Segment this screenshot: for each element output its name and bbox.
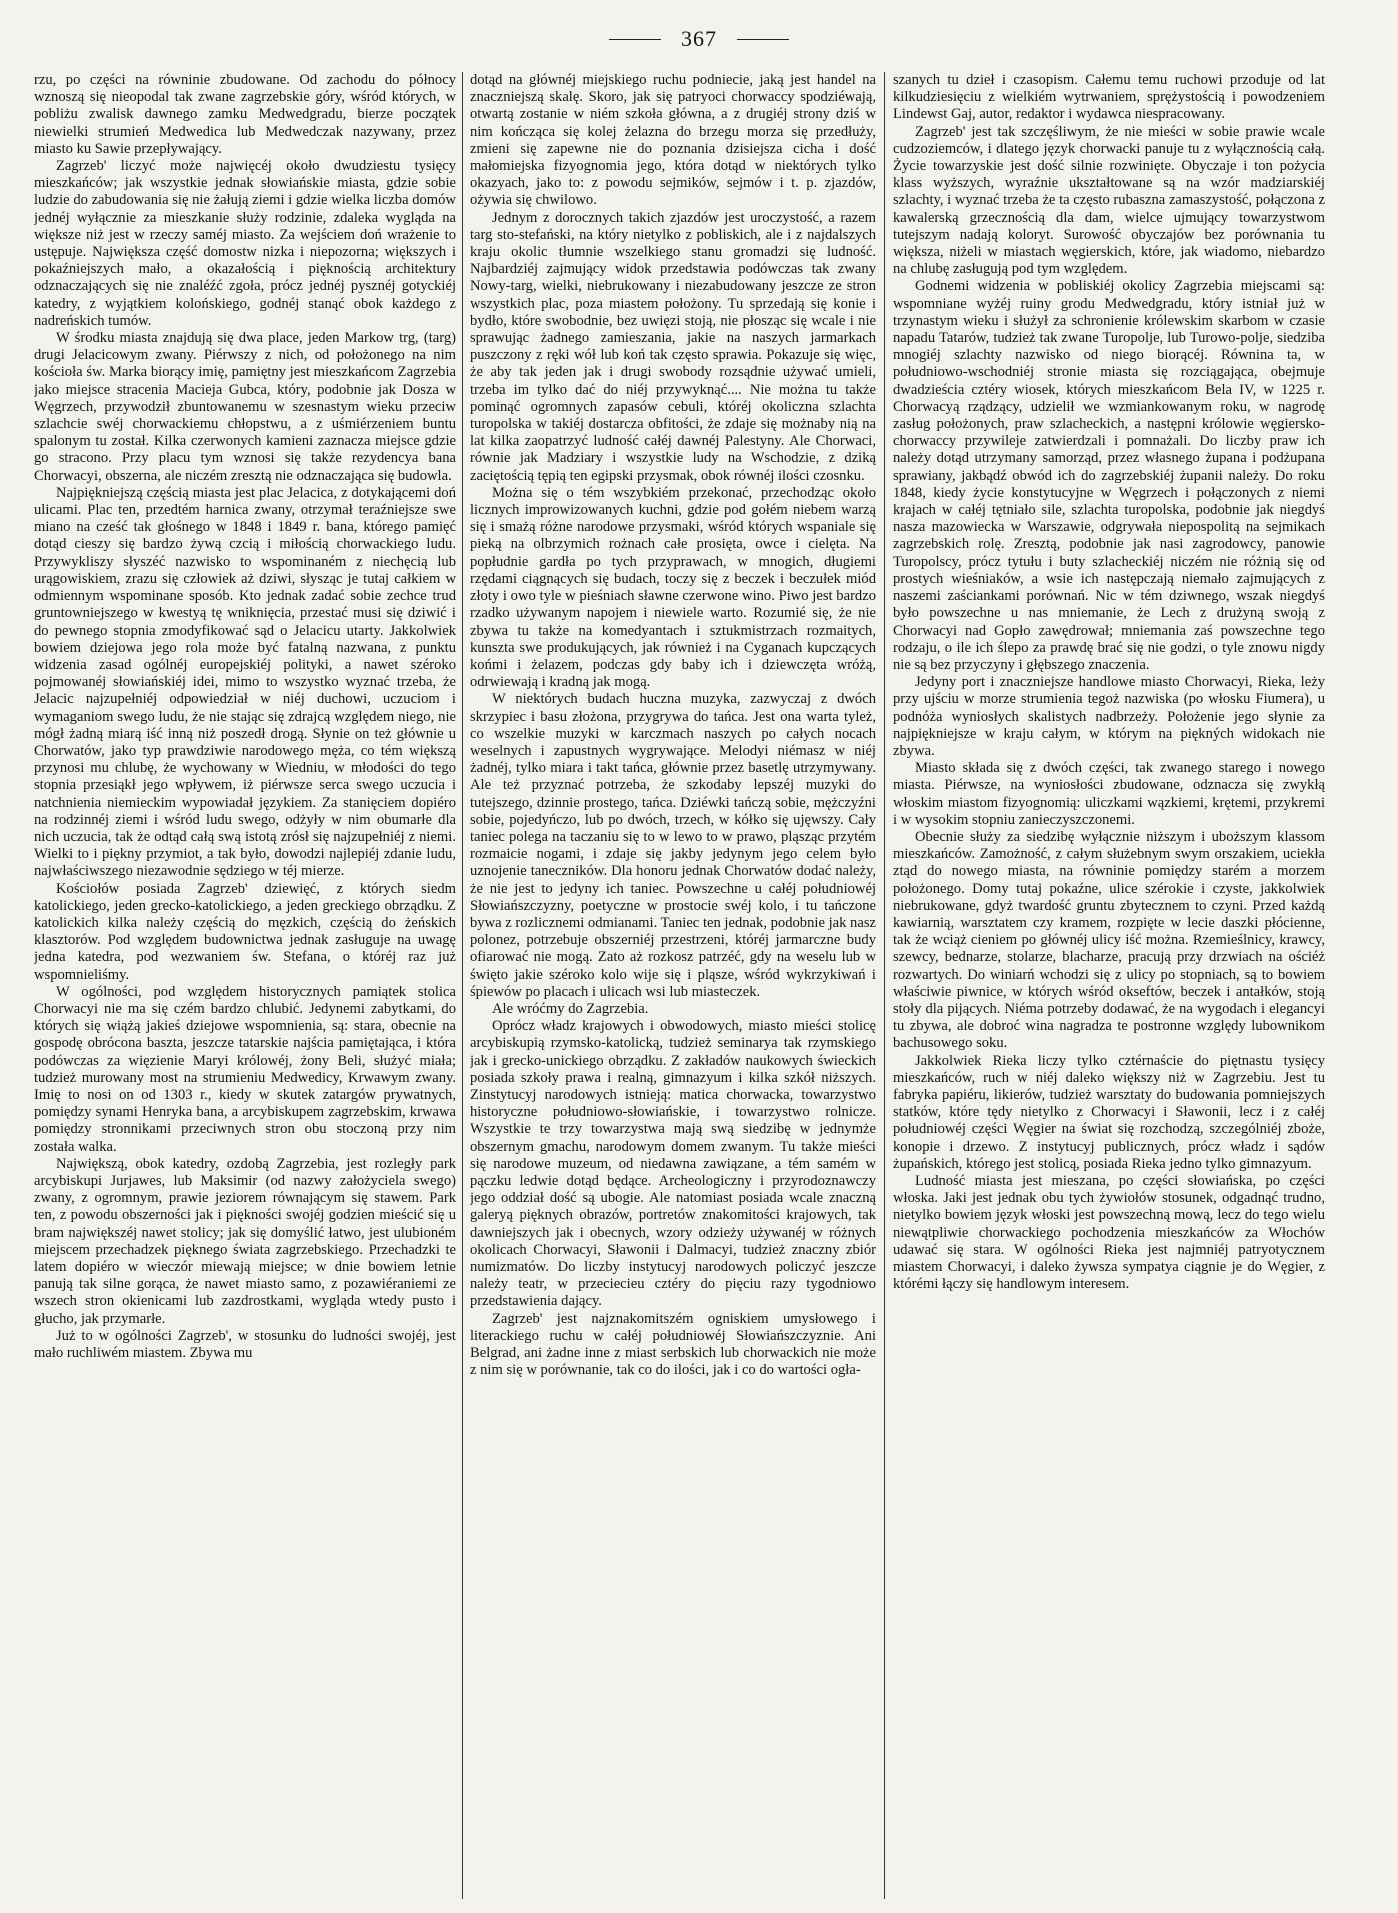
paragraph: Oprócz władz krajowych i obwodowych, miasto mieści stolicę arcybiskupią rzymsko-katolicką, tudzież seminarya tak rzymskiego jak i grecko-unickiego obrządku. Z zakładów naukowych świeckich posiada szkoły prawa i realną, gimnazyum i kilka szkół niższych. Zinstytucyj narodowych istnieją: matica chorwacka, towarzystwo historyczne południowo-słowiańskie, i towarzystwo rolnicze. Wszystkie te trzy towarzystwa mają swą siedzibę w jednymże obszernym gmachu, narodowym domem zwanym. Tu także mieści się narodowe muzeum, od niedawna zawiązane, a tém samém w pączku ledwie dotąd będące. Archeologiczny i przyrodoznawczy jego oddział dość są ubogie. Ale natomiast posiada wcale znaczną galeryą pięknych obrazów, portretów znakomitości krajowych, tak dawniejszych jak i obecnych, wzory odzieży używanéj w różnych okolicach Chorwacyi, Sławonii i Dalmacyi, tudzież znaczny zbiór numizmatów. Do liczby instytucyj narodowych policzyć jeszcze należy teatr, w przeciecieu cztéry do pięciu razy tygodniowo przedstawienia dający. [470,1018,876,1310]
paragraph: Jakkolwiek Rieka liczy tylko cztérnaście do piętnastu tysięcy mieszkańców, ruch w niéj daleko większy niż w Zagrzebiu. Jest tu fabryka papiéru, likierów, tudzież warsztaty do budowania pomniejszych statków, które tędy nietylko z Chorwacyi i Sławonii, lecz i z całéj południowéj części Węgier na świat się rozchodzą, szczególniéj zboże, konopie i drzewo. Z instytucyj publicznych, prócz władz i sądów żupańskich, którego jest stolicą, posiada Rieka jedno tylko gimnazyum. [893,1052,1325,1172]
paragraph: W ogólności, pod względem historycznych pamiątek stolica Chorwacyi nie ma się czém bardzo chlubić. Jedynemi zabytkami, do których się wiążą jakieś dziejowe wspomnienia, są: stara, obecnie na gospodę obrócona baszta, jeszcze tatarskie najścia pamiętająca, i która podówczas za więzienie Maryi królowéj, żony Beli, służyć miała; tudzież murowany most na strumieniu Medwedicy, Krwawym zwany. Imię to nosi on od 1303 r., kiedy w skutek zatargów prywatnych, pomiędzy synami Henryka bana, a arcybiskupem zagrzebskim, krwawa pomiędzy stronnikami przeciwnych stron obu stoczoną przy nim została walka. [34,983,456,1155]
paragraph: W niektórych budach huczna muzyka, zazwyczaj z dwóch skrzypiec i basu złożona, przygrywa do tańca. Jest ona warta tyleż, co wszelkie muzyki w karczmach naszych po całych nocach weselnych i zapustnych wygrywające. Melodyi niémasz w niéj żadnéj, tylko miara i takt tańca, głównie przez basetlę utrzymywany. Ale też przyznać potrzeba, że szkodaby lepszéj muzyki do tutejszego, dzinnie prostego, tańca. Dziéwki tańczą sobie, mężczyźni sobie, pojedyńczo, lub po dwóch, trzech, w kółko się ujęwszy. Cały taniec polega na taczaniu się to w lewo to w prawo, pląsząc przytém rozmaicie nogami, i zdaje się jakby jedynym jego celem było uznojenie taneczników. Dla honoru jednak Chorwatów dodać należy, że nie jest to jedyny ich taniec. Powszechne u całéj południowéj Słowiańszczyzny, poetyczne w prostocie swéj kolo, i tu tańczone bywa z rozlicznemi odmianami. Taniec ten jednak, podobnie jak nasz polonez, potrzebuje obszerniéj przestrzeni, któréj jarmarczne budy ofiarować nie mogą. Zato aż rozkosz patrzéć, gdy na weselu lub w święto jakie széroko kolo wije się i pląsze, wśród wykrzykiwań i śpiewów po placach i ulicach wsi lub miasteczek. [470,691,876,1000]
paragraph: dotąd na głównéj miejskiego ruchu podniecie, jaką jest handel na znaczniejszą skalę. Skoro, jak się patryoci chorwaccy spodziéwają, otwartą zostanie w niém szkoła główna, a z drugiéj strony dziś w nim kończąca się kolej żelazna do brzegu morza się przedłuży, zmieni się zapewne nie do poznania dzisiejsza cicha i dość małomiejska fizyognomia jego, która dotąd w niektórych tylko okazyach, jako to: z powodu sejmików, sejmów i t. p. zjazdów, ożywia się chwilowo. [470,72,876,209]
paragraph: Godnemi widzenia w pobliskiéj okolicy Zagrzebia miejscami są: wspomniane wyżéj ruiny grodu Medwedgradu, który istniał już w trzynastym wieku i służył za schronienie królewskim skarbom w czasie napadu Tatarów, tudzież tak zwane Turopolje, lub Turowo-polje, siedziba mnogiéj szlachty nazwisko od niego biorącéj. Równina ta, w południowo-wschodniéj stronie miasta się rozciągająca, obejmuje dwadzieścia cztéry wiosek, których mieszkańcom Bela IV, w 1225 r. Chorwacyą rządzący, udzielił we wzmiankowanym roku, w nagrodę zasług położonych, praw szlacheckich, a następni królowie węgiersko-chorwaccy przywileje zatwierdzali i pomnażali. Do liczby praw ich należy dotąd utrzymany samorząd, przez własnego żupana i podżupana sprawiany, jakbądź obwód ich do zagrzebskiéj żupanii należy. Do roku 1848, kiedy życie konstytucyjne w Węgrzech i połączonych z niemi krajach w całéj tętniało sile, szlachta turopolska, podobnie jak niegdyś nasza mazowiecka w Warszawie, odgrywała niepospolitą na sejmikach zagrzebskich rolę. Zresztą, podobnie jak nasi zagrodowcy, panowie Turopolscy, prócz tytułu i buty szlacheckiéj niczém nie różnią się od prostych wieśniaków, a wsie ich następczają niemało zajmujących z naszemi zaściankami porównań. Nic w tém dziwnego, wszak niegdyś było powszechne u nas mniemanie, że Lech z drużyną swoją z Chorwacyi nad Gopło zawędrował; mniemania zaś powszechne tego rodzaju, o ile ich ślepo za prawdę brać się nie godzi, o tyle znowu nigdy nie są bez przyczyny i głębszego znaczenia. [893,278,1325,673]
header-rule-right [737,39,789,40]
text-column-3 [893,72,1325,1899]
paragraph: Można się o tém wszybkiém przekonać, przechodząc około licznych improwizowanych kuchni, gdzie pod gołém niebem warzą się i smażą różne narodowe przysmaki, wśród których wspaniale się pieką na olbrzymich rożnach całe prosięta, owce i cielęta. Na popłudnie gardła po tych przyprawach, w mnogich, długiemi rzędami ciągnących się budach, toczy się z beczek i beczułek miód złoty i owo tyle w pieśniach sławne czerwone wino. Piwo jest bardzo rzadko używanym napojem i niewiele warto. Rozumié się, że nie zbywa tu także na komedyantach i sztukmistrzach rozmaitych, kunszta swe produkujących, jak również i na Cyganach kupczących końmi i żelazem, podczas gdy baby ich i dziewczęta wróżą, odrwiewają i kradną jak mogą. [470,484,876,691]
paragraph: Miasto składa się z dwóch części, tak zwanego starego i nowego miasta. Piérwsze, na wyniosłości zbudowane, odznacza się zwykłą włoskim miastom fizyognomią: uliczkami wązkiemi, krętemi, przykremi i w wysokim stopniu zanieczyszczonemi. [893,760,1325,828]
paragraph: Zagrzeb' jest najznakomitszém ogniskiem umysłowego i literackiego ruchu w całéj południowéj Słowiańszczyznie. Ani Belgrad, ani żadne inne z miast serbskich lub chorwackich nie może z nim się w porównanie, tak co do ilości, jak i co do wartości ogła- [470,1310,876,1379]
column-divider [462,72,463,1899]
paragraph: Ale wróćmy do Zagrzebia. [492,1000,649,1017]
paragraph: Zagrzeb' jest tak szczęśliwym, że nie mieści w sobie prawie wcale cudzoziemców, i dlatego język chorwacki panuje tu z wyłącznością całą. Życie towarzyskie jest dość silnie rozwinięte. Obyczaje i ton pożycia klass wyższych, wyraźnie ukształtowane są na wzór madziarskiéj szlachty, i wyznać trzeba że ta często rubaszna zamaszystość, połączona z kawalerską grzecznością dla dam, wielce ujmujący towarzystwom tutejszym nadają koloryt. Surowość obyczajów bez porównania tu większa, niżeli w miastach węgierskich, które, jak wiadomo, niebardzo na chlubę zasługują pod tym względem. [893,123,1325,278]
paragraph: Ludność miasta jest mieszana, po części słowiańska, po części włoska. Jaki jest jednak obu tych żywiołów stosunek, odgadnąć trudno, nietylko bowiem język włoski jest powszechną mową, lecz do tego wielu niewątpliwie chorwackiego pochodzenia mieszkańców za Włochów udawać się stara. W ogólności Rieka jest najmniéj patryotycznem miastem Chorwacyi, i daleko żywsza sympatya ciągnie je do Węgier, z którémi łączy się handlowym interesem. [893,1173,1325,1293]
text-column-1 [34,72,456,1899]
text-column-2 [470,72,876,1899]
paragraph: Kościołów posiada Zagrzeb' dziewięć, z których siedm katolickiego, jeden grecko-katolickiego, a jeden greckiego obrządku. Z katolickich kilka należy częścią do męzkich, częścią do żeńskich klasztorów. Pod względem budownictwa jednak zasługuje na uwagę jedna katedra, pod wezwaniem św. Stefana, o któréj raz już wspomnieliśmy. [34,880,456,983]
paragraph: Jedyny port i znaczniejsze handlowe miasto Chorwacyi, Rieka, leży przy ujściu w morze strumienia tegoż nazwiska (po włosku Fiumera), u podnóża wyniosłych skalistych nadbrzeży. Położenie jego słynie za najpiękniejsze w kraju całym, w którym na piękných widokach nie zbywa. [893,674,1325,759]
paragraph: Już to w ogólności Zagrzeb', w stosunku do ludności swojéj, jest mało ruchliwém miastem. Zbywa mu [34,1327,456,1362]
page-header [0,26,1398,52]
page-number: 367 [681,26,717,51]
paragraph: rzu, po części na równinie zbudowane. Od zachodu do północy wznoszą się nieopodal tak zwane zagrzebskie góry, wśród których, w pobliżu zwalisk dawnego zamku Medwedgradu, bierze początek niewielki strumień Medwedica lub Medwedczak nazywany, przez miasto ku Sawie przepływający. [34,72,456,157]
header-rule-left [609,39,661,40]
paragraph: Największą, obok katedry, ozdobą Zagrzebia, jest rozległy park arcybiskupi Jurjawes, lub Maksimir (od nazwy założyciela swego) zwany, z ogromnym, prawie jeziorem równającym się stawem. Park ten, z powodu obszerności jak i piękności swojéj godzien mieścić się u bram największéj nawet stolicy; jak się domyślić łatwo, jest ulubioném miejscem przechadzek pięknego świata zagrzebskiego. Przechadzki te latem dopiéro w wieczór miewają miejsce; w dnie bowiem letnie panują tak silne gorąca, że nawet miasto samo, z pozawiéraniemi ze wszech stron okienicami lub zazdrostkami, wygląda wtedy pusto i głucho, jak przymarłe. [34,1155,456,1327]
paragraph: Zagrzeb' liczyć może najwięcéj około dwudziestu tysięcy mieszkańców; jak wszystkie jednak słowiańskie miasta, gdzie sobie ludzie do zabudowania się nie żałują ziemi i gdzie wielka liczba domów jednéj wyłącznie za mieszkanie służy rodzinie, zdaleka wygląda na większe niż jest w rzeczy saméj miasto. Za wejściem doń wrażenie to ustępuje. Największa część domostw nizka i niepozorna; większych i pokaźniejszych mało, a okazałością i pięknością architektury odznaczających się nie znaléźć zgoła, prócz jednéj pysznéj gotyckiéj katedry, z wyjątkiem kolońskiego, godnéj stanąć obok każdego z nadreńskich tumów. [34,158,456,329]
paragraph: Jednym z dorocznych takich zjazdów jest uroczystość, a razem targ sto-stefański, na który nietylko z pobliskich, ale i z najdalszych kraju okolic tłumnie wszelkiego stanu gromadzi się ludność. Najbardziéj zajmujący widok przedstawia podówczas tak zwany Nowy-targ, wielki, niebrukowany i niezabudowany jeszcze ze stron wszystkich plac, poza miastem położony. Tu sprzedają się konie i bydło, które swobodnie, bez uwięzi stoją, nie płosząc się wcale i nie sprawując żadnego zamieszania, jakie na naszych jarmarkach puszczony z ręki wół lub koń tak często sprawia. Pokazuje się więc, że aby tak jeden jak i drugi swobody rozsądnie używać umieli, trzeba im tylko dać do niéj przywyknąć.... Nie można tu także pominąć ogromnych zapasów cebuli, któréj okoliczna szlachta turopolska w takiéj dostarcza obfitości, że zdaje się możnaby nią na lat kilka zaopatrzyć ludność całéj dawnéj Palestyny. Ale Chorwaci, równie jak Madziary i wszystkie ludy na Wschodzie, z dziką zaciętością tępią ten egipski przysmak, obok równéj ilości czosnku. [470,209,876,484]
paragraph: Najpiękniejszą częścią miasta jest plac Jelacica, z dotykającemi doń ulicami. Plac ten, przedtém harnica zwany, otrzymał teraźniejsze swe miano na cześć tak głośnego w 1848 i 1849 r. bana, którego pamięć dotąd cieszy się bardzo żywą czcią i miłością chorwackiego ludu. Przywykliszy słyszéć nazwisko to wspominaném z niechęcią lub urągowiskiem, zrazu się człowiek aż dziwi, słysząc je tutaj całkiem w odmiennym wspominane sposób. Kto jednak zadać sobie zechce trud gruntowniejszego w kwestyą tę wniknięcia, przestać musi się dziwić i do pewnego stopnia zmodyfikować sąd o Jelacicu utarty. Jakkolwiek bowiem dziejowa jego rola może być fatalną nazwana, z punktu widzenia zasad ogólnéj europejskiéj polityki, a nawet széroko pojmowanéj słowiańskiéj idei, mimo to wszystko wyznać trzeba, że Jelacic najzupełniéj odpowiedział w niéj duchowi, uczuciom i wymaganiom swego ludu, że nie stając się zdrajcą względem niego, nie mógł żadną miarą iść inną niż poszedł drogą. Słynie on też głównie u Chorwatów, jako typ prawdziwie narodowego męża, co tém większą przynosi mu chlubę, że wychowany w Wiedniu, w młodości do tego stopnia przesiąkł jego wpływem, iż piérwsze serca swego uczucia i natchnienia niemieckim wypowiadał językiem. Za stanięciem dopiéro na rodzinnéj ziemi i wśród ludu swego, odżyły w nim obumarłe dla nich uczucia, tak że odtąd całą swą istotą zrósł się najzupełniéj z niemi. Wielki to i piękny przymiot, a tak było, dowodzi najlepiéj zdanie ludu, najwłaściwszego niezawodnie sędziego w téj mierze. [34,484,456,880]
paragraph: szanych tu dzieł i czasopism. Całemu temu ruchowi przoduje od lat kilkudziesięciu z wielkiém wytrwaniem, sprężystością i powodzeniem Lindewst Gaj, autor, redaktor i wydawca niespracowany. [893,72,1325,123]
paragraph: Obecnie służy za siedzibę wyłącznie niższym i uboższym klassom mieszkańców. Zamożność, z całym służebnym swym orszakiem, uciekła ztąd do nowego miasta, na równinie pomiędzy starém a morzem położonego. Domy tutaj pokaźne, ulice szérokie i czyste, jakkolwiek niebrukowane, gdyż twardość gruntu zbytecznem to czyni. Przed każdą kawiarnią, warsztatem czy kramem, rozpięte w lecie daszki płócienne, tak że wciąż cieniem po głównéj ulicy iść można. Rzemieślnicy, krawcy, szewcy, bednarze, stolarze, blacharze, pracują przy drzwiach na ościéż rozwartych. Do winiarń wchodzi się z ulicy po stopniach, są to bowiem właściwie piwnice, w których wśród okseftów, beczek i antałków, stoją stoły dla pijących. Niéma potrzeby dodawać, że na wygodach i elegancyi tu zbywa, ale dobroć wina nagradza te postronne względy lubownikom bachusowego soku. [893,828,1325,1052]
paragraph: W środku miasta znajdują się dwa place, jeden Markow trg, (targ) drugi Jelacicowym zwany. Piérwszy z nich, od położonego na nim kościoła św. Marka biorący imię, pamiętny jest mieszkańcom Zagrzebia jako miejsce stracenia Macieja Gubca, który, podobnie jak Dosza w Węgrzech, przywodził zbuntowanemu w szesnastym wieku przeciw szlachcie swéj chorwackiemu chłopstwu, a z uśmiérzeniem buntu spalonym tu został. Kilka czerwonych kamieni zaznacza miejsce gdzie go stracono. Przy placu tym wznosi się także rezydencya bana Chorwacyi, obszerna, ale niczém zresztą nie odznaczająca się budowla. [34,330,456,484]
column-divider [884,72,885,1899]
